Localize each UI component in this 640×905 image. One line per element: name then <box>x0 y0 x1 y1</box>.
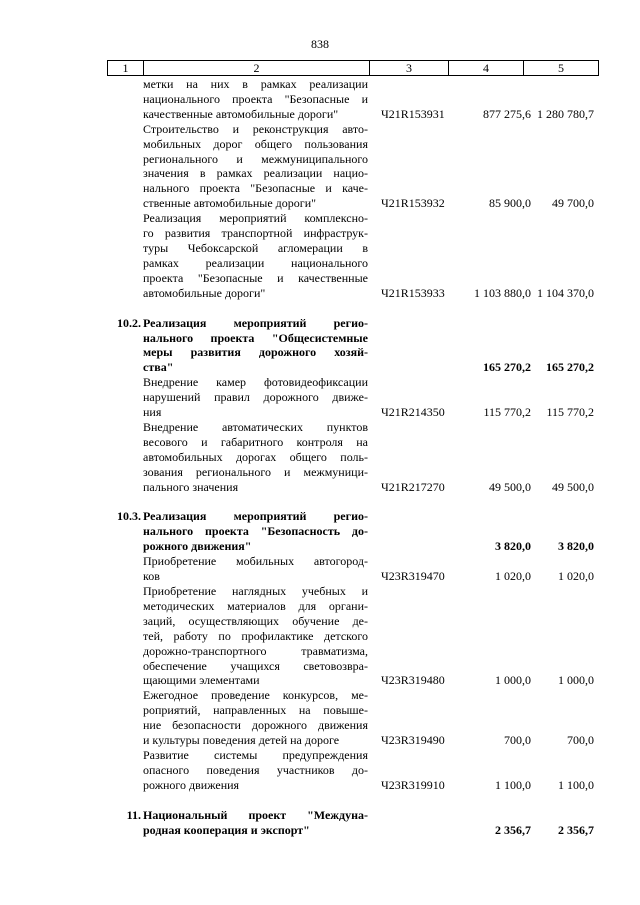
row-description <box>143 509 368 554</box>
row-value-col4: 1 000,0 <box>495 673 531 688</box>
row-description <box>143 584 368 688</box>
description-line: туры Чебоксарской агломерации в <box>143 240 368 255</box>
description-line: меры развития дорожного хозяй- <box>143 345 368 360</box>
description-line: Национальный проект "Междуна- <box>143 807 368 822</box>
description-line: проекта "Безопасные и качественные <box>143 270 368 285</box>
table-row <box>107 584 598 688</box>
description-line: ства" <box>143 360 174 375</box>
row-value-col4: 2 356,7 <box>495 822 531 837</box>
table-row <box>107 554 598 584</box>
description-line: автомобильные дороги" <box>143 285 266 300</box>
row-code: Ч21R214350 <box>381 405 445 420</box>
description-line: весового и габаритного контроля на <box>143 434 368 449</box>
row-description <box>143 375 368 420</box>
column-header-2: 2 <box>144 61 370 76</box>
description-line: роприятий, направленных на повыше- <box>143 703 368 718</box>
description-line: обеспечение учащихся световозвра- <box>143 658 368 673</box>
description-line: Внедрение автоматических пунктов <box>143 419 368 434</box>
description-line: качественные автомобильные дороги" <box>143 106 339 121</box>
description-line: значения в рамках реализации нацио- <box>143 166 368 181</box>
row-value-col4: 3 820,0 <box>495 539 531 554</box>
row-code: Ч23R319910 <box>381 777 445 792</box>
description-line: метки на них в рамках реализации <box>143 77 368 91</box>
description-line: ние безопасности дорожного движения <box>143 718 368 733</box>
row-value-col5: 115 770,2 <box>546 405 594 420</box>
column-header-5: 5 <box>524 61 599 76</box>
row-description <box>143 316 368 376</box>
description-line: рамках реализации национального <box>143 255 368 270</box>
description-line: го развития транспортной инфраструк- <box>143 226 368 241</box>
row-description <box>143 122 368 211</box>
row-value-col5: 165 270,2 <box>546 360 594 375</box>
row-value-col4: 877 275,6 <box>483 106 531 121</box>
description-line: и культуры поведения детей на дороге <box>143 733 340 748</box>
description-line: ственные автомобильные дороги" <box>143 196 317 211</box>
table-row <box>107 77 598 122</box>
row-description <box>143 77 368 122</box>
row-value-col5: 2 356,7 <box>558 822 594 837</box>
description-line: Строительство и реконструкция авто- <box>143 121 368 136</box>
description-line: заций, осуществляющих обучение де- <box>143 613 368 628</box>
description-line: мобильных дорог общего пользования <box>143 136 368 151</box>
row-description <box>143 748 368 793</box>
row-value-col4: 1 103 880,0 <box>474 285 531 300</box>
row-value-col4: 115 770,2 <box>483 405 531 420</box>
description-line: Приобретение наглядных учебных и <box>143 584 368 598</box>
description-line: зования регионального и межмуници- <box>143 464 368 479</box>
description-line: автомобильных дорогах общего поль- <box>143 449 368 464</box>
column-header-4: 4 <box>449 61 524 76</box>
row-value-col4: 85 900,0 <box>489 196 531 211</box>
row-value-col5: 1 020,0 <box>558 569 594 584</box>
row-value-col4: 49 500,0 <box>489 479 531 494</box>
table-row <box>107 316 598 376</box>
row-spacer <box>107 793 598 808</box>
description-line: дорожно-транспортного травматизма, <box>143 643 368 658</box>
page-number: 838 <box>311 37 329 51</box>
row-value-col5: 1 100,0 <box>558 777 594 792</box>
row-number: 10.2. <box>117 315 141 330</box>
row-code: Ч21R153933 <box>381 285 445 300</box>
description-line: национального проекта "Безопасные и <box>143 91 368 106</box>
row-number: 11. <box>126 807 141 822</box>
row-code: Ч21R153931 <box>381 106 445 121</box>
description-line: Приобретение мобильных автогород- <box>143 554 368 569</box>
table-row <box>107 211 598 300</box>
row-code: Ч23R319470 <box>381 569 445 584</box>
table-row <box>107 808 598 838</box>
description-line: нального проекта "Безопасность до- <box>143 524 368 539</box>
column-header-row <box>108 61 599 76</box>
row-code: Ч21R153932 <box>381 196 445 211</box>
column-header-table <box>107 60 599 76</box>
row-value-col4: 1 100,0 <box>495 777 531 792</box>
row-value-col5: 1 280 780,7 <box>537 106 594 121</box>
description-line: Реализация мероприятий регио- <box>143 509 368 524</box>
description-line: родная кооперация и экспорт" <box>143 822 310 837</box>
row-code: Ч23R319480 <box>381 673 445 688</box>
table-body <box>107 77 598 838</box>
column-header-1: 1 <box>108 61 144 76</box>
description-line: рожного движения <box>143 777 240 792</box>
description-line: Внедрение камер фотовидеофиксации <box>143 375 368 390</box>
row-description <box>143 211 368 300</box>
table-row <box>107 122 598 211</box>
description-line: нального проекта "Безопасные и каче- <box>143 181 368 196</box>
row-value-col5: 700,0 <box>567 733 594 748</box>
row-value-col5: 49 500,0 <box>552 479 594 494</box>
row-value-col4: 165 270,2 <box>483 360 531 375</box>
table-row <box>107 420 598 495</box>
description-line: рожного движения" <box>143 539 252 554</box>
row-value-col5: 49 700,0 <box>552 196 594 211</box>
row-value-col5: 1 104 370,0 <box>537 285 594 300</box>
description-line: методических материалов для органи- <box>143 598 368 613</box>
row-code: Ч21R217270 <box>381 479 445 494</box>
description-line: нального проекта "Общесистемные <box>143 330 368 345</box>
description-line: тей, работу по профилактике детского <box>143 628 368 643</box>
description-line: ния <box>143 405 162 420</box>
row-value-col5: 3 820,0 <box>558 539 594 554</box>
description-line: нарушений правил дорожного движе- <box>143 390 368 405</box>
description-line: Реализация мероприятий комплексно- <box>143 211 368 226</box>
row-description <box>143 420 368 495</box>
description-line: Ежегодное проведение конкурсов, ме- <box>143 688 368 703</box>
row-description <box>143 688 368 748</box>
row-value-col5: 1 000,0 <box>558 673 594 688</box>
row-code: Ч23R319490 <box>381 733 445 748</box>
row-description <box>143 554 368 584</box>
description-line: ков <box>143 569 160 584</box>
row-spacer <box>107 301 598 316</box>
row-number: 10.3. <box>117 509 141 524</box>
description-line: щающими элементами <box>143 673 260 688</box>
row-spacer <box>107 494 598 509</box>
table-row <box>107 509 598 554</box>
column-header-3: 3 <box>370 61 449 76</box>
description-line: Развитие системы предупреждения <box>143 747 368 762</box>
table-row <box>107 688 598 748</box>
row-value-col4: 700,0 <box>504 733 531 748</box>
description-line: пального значения <box>143 479 239 494</box>
table-row <box>107 375 598 420</box>
description-line: регионального и межмуниципального <box>143 151 368 166</box>
description-line: опасного поведения участников до- <box>143 762 368 777</box>
row-value-col4: 1 020,0 <box>495 569 531 584</box>
table-row <box>107 748 598 793</box>
description-line: Реализация мероприятий регио- <box>143 315 368 330</box>
row-description <box>143 808 368 838</box>
